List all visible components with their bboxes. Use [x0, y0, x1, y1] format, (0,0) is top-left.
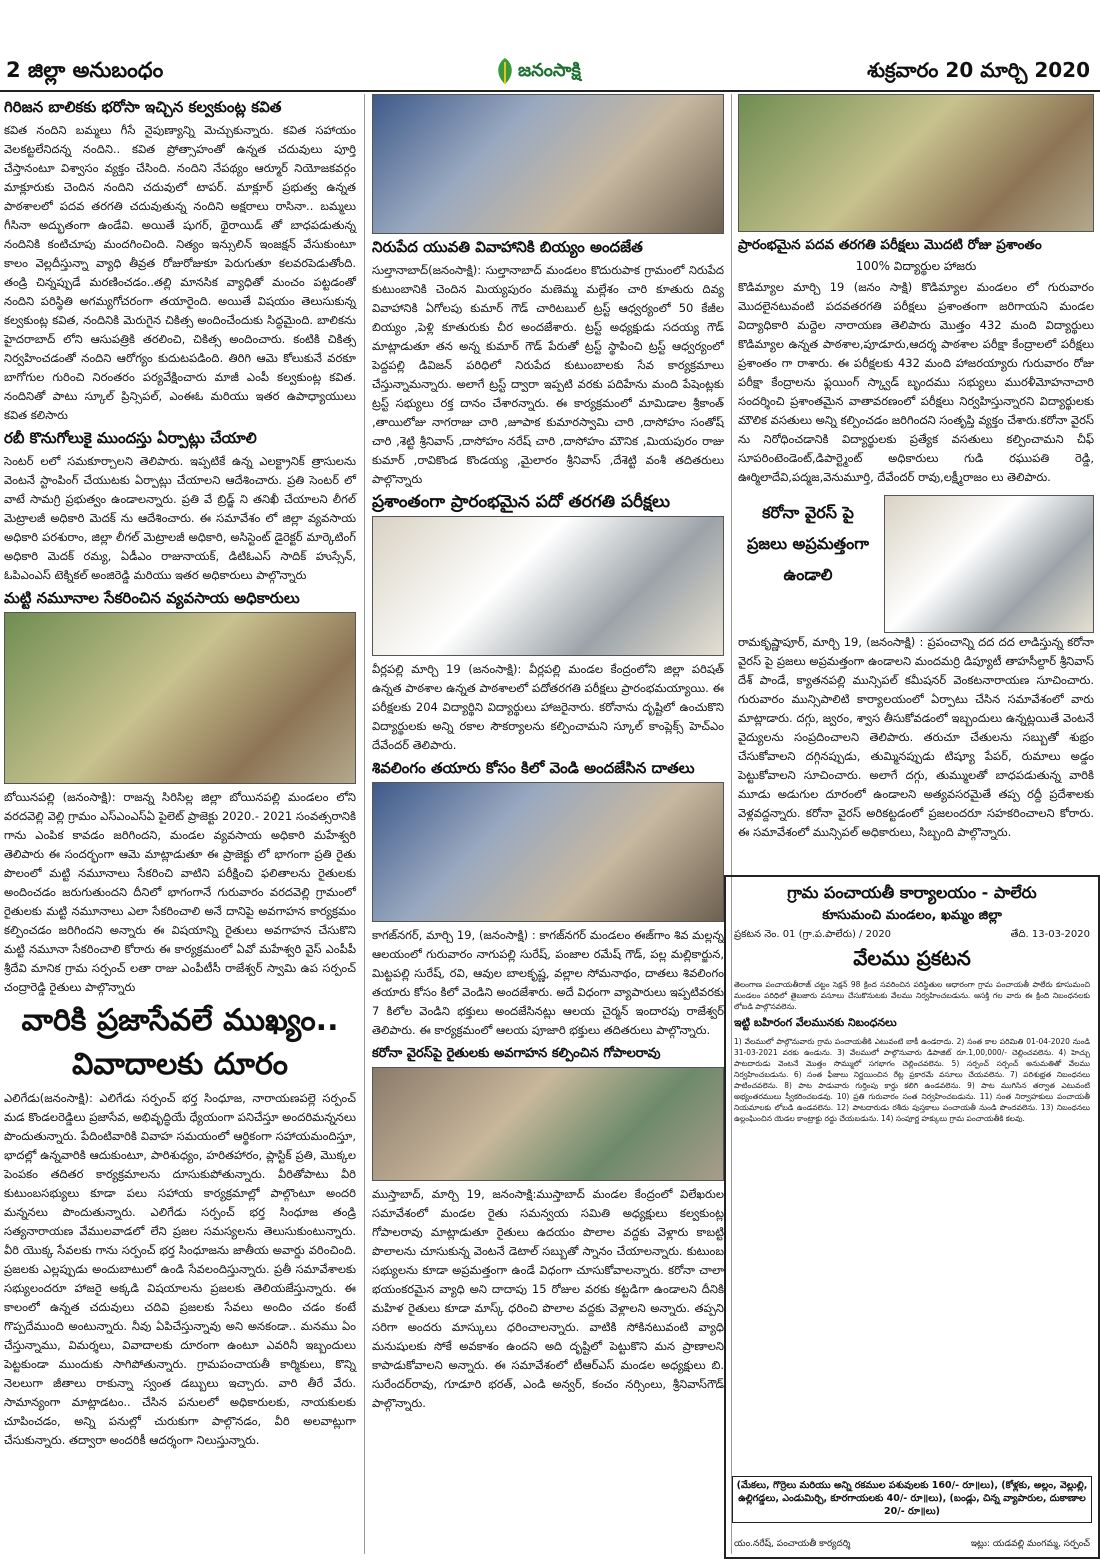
notice-rules: 1) వేలములో పాల్గొనువారు గ్రామ పంచాయతీకి ఎటువంటి బాకీ ఉండరాదు. 2) సంత కాల పరిమితి 01-04-2020 నుండి 31-03-2021 వరకు ఉండును. 3) వేలములో పాల్గొనువారు డిపాజిట్ రూ.1,00,000/- చెల్లించవలెను. 4) హెచ్చు పాటదారుడు వెంటనే మొత్తం సొమ్ములో సగభాగం చెల్లించవలెను. 5) సర్పంచ్ సర్పంచ్ అనుమతితో వేలము నిర్వహించబడును. 6) సంత ఫీజులు నిర్ణయించిన రేట్ల ప్రకారమే వసూలు చేయవలెను. 7) పరిశుభ్రత నిబంధనలు పాటించవలెను. 8) పాట పాడువారు గుర్తింపు కార్డు కలిగి ఉండవలెను. 9) పాట ముగిసిన తర్వాత ఎటువంటి అభ్యంతరములు స్వీకరించబడవు. 10) ప్రతి గురువారం సంత నిర్వహించబడును. 11) సంత నిర్వాహకులు పంచాయతీ నియమాలకు లోబడి ఉండవలెను. 12) పాటదారుడు రశీదు పుస్తకాలు పంచాయతీ నుండి పొందవలెను. 13) నిబంధనలు ఉల్లంఘించిన యెడల కాంట్రాక్టు రద్దు చేయబడును. 14) సంపూర్ణ హక్కులు గ్రామ పంచాయతీకి కలవు.	[734, 1037, 1090, 1123]
article-body: వీర్లపల్లి మార్చి 19 (జనంసాక్షి): వీర్లపల్లి మండల కేంద్రంలోని జిల్లా పరిషత్ ఉన్నత పాఠశాల ఉన్నత పాఠశాలలో పదోతరగతి పరీక్షలు ప్రారంభమయ్యాయి. ఈ పరీక్షలకు 204 విద్యార్థిని విద్యార్థులు హాజరైనారు. కరోనాను దృష్టిలో ఉంచుకొని విద్యార్థులకు అన్ని రకాల సౌకర్యాలను కల్పించామని స్కూల్ కాంప్లెక్స్ హెచ్ఎం దేవేందర్ తెలిపారు.	[372, 662, 724, 752]
photo-students-walking	[738, 94, 1094, 232]
notice-secretary: యం.నరేష్, పంచాయతీ కార్యదర్శి	[734, 1539, 851, 1549]
page-header	[0, 0, 1100, 92]
headline-large: వివాదాలకు దూరం	[72, 1047, 288, 1082]
notice-heading: వేలము ప్రకటన	[853, 946, 971, 970]
article-title: కరోనా వైరస్‌పై రైతులకు అవగాహన కల్పించిన గోపాలరావు	[372, 1046, 661, 1061]
article-body: బోయినపల్లి (జనంసాక్షి): రాజన్న సిరిసిల్ల జిల్లా బోయినపల్లి మండలం లోని వరదవెల్లి వెల్లి గ్రామం ఎస్ఎంఎస్ఏ పైలెట్ ప్రాజెక్టు 2020.- 2021 సంవత్సరానికి గాను ఎంపిక కావడం జరిగిందని, మండల వ్యవసాయ అధికారి మహేశ్వరి తెలిపారు ఈ సందర్భంగా ఆమె మాట్లాడుతూ ఈ ప్రాజెక్టు లో భాగంగా ప్రతి రైతు పొలంలో మట్టి నమూనాలు సేకరించి వాటిని పరీక్షించి ఫలితాలను రైతులకు అందించడం జరుగుతుందని దీనిలో భాగంగానే గురువారం వరదవెల్లి గ్రామంలో రైతులకు మట్టి నమూనాలు ఎలా సేకరించాలి అనే దానిపై అవగాహన కార్యక్రమం కల్పించడం జరిగిందని అన్నారు ఈ విషయాన్ని రైతులు అవగాహన చేసుకొని మట్టి నమూనా సేకరించాలి కోరారు ఈ కార్యక్రమంలో ఏవో మహేశ్వరి వైస్ ఎంపీపీ శ్రీదేవి మానిక గ్రామ సర్పంచ్ లతా రాజు ఎంపీటీసీ రాజేశ్వర్ స్వామి ఉప సర్పంచ్ చంద్రారెడ్డి రైతులు పాల్గొన్నారు	[4, 790, 356, 994]
headline-large: వారికి ప్రజాసేవలే ముఖ్యం..	[21, 1003, 339, 1038]
article-title: శివలింగం తయారు కోసం కిలో వెండి అందజేసిన దాతలు	[372, 759, 695, 777]
article-title: మట్టి నమూనాల సేకరించిన వ్యవసాయ అధికారులు	[4, 589, 300, 607]
article-body: కవిత నందిని బమ్మలు గీసే నైపుణ్యాన్ని మెచ్చుకున్నారు. కవిత సహాయం వెలకట్టలేనిదన్న నందిని.. కవిత ప్రోత్సాహంతో ఉన్నత చదువులు పూర్తి చేస్తానంటూ విశ్వాసం వ్యక్తం చేసింది. నందిని నేపథ్యం ఆర్మూర్ నియోజకవర్గం మాక్లూరుకు చెందిన నందిని చదువులో టాపర్. మాక్లూర్ ప్రభుత్వ ఉన్నత పాఠశాలలో పదవ తరగతి చదువుతున్న నందిని అక్షరాలు రాసినా.. బమ్మలు గీసినా అద్భుతంగా ఉండేవి. అయితే షుగర్, థైరాయిడ్ తో బాధపడుతున్న నందినికి కంటిచూపు మందగించింది. నిత్యం ఇన్సులిన్ ఇంజక్షన్ వేసుకుంటూ కాలం వెల్లదీస్తున్నా వ్యాధి తీవ్రత రోజురోజుకూ పెరుగుతూ కలవరపెడుతోంది. తండ్రి చిన్నప్పుడే మరణించడం..తల్లి మానసిక వ్యాధితో మంచం పట్టడంతో నందిని పరిస్థితి అగమ్యగోచరంగా తయారైంది. అయితే విషయం తెలుసుకున్న కల్వకుంట్ల కవిత, నందినికి మెరుగైన చికిత్స అందించేందుకు సిద్ధమైంది. బాలికను హైదరాబాద్ లోని ఆసుపత్రికి తరలించి, చికిత్స అందించారు. కంటికి చికిత్స నిర్వహించడంతో నందిని ఆరోగ్యం కుదుటపడింది. తిరిగి ఆమె కోలుకునే వరకూ బాగోగుల గురించి నిరంతరం పర్యవేక్షించారు మాజీ ఎంపీ కల్వకుంట్ల కవిత. నందినితో పాటు స్కూల్ ప్రిన్సిపల్, ఎంఈఓ మరియు ఇతర ఉపాధ్యాయులు కవిత కలిసారు	[4, 123, 356, 422]
notice-reference	[726, 926, 1098, 944]
photo-officials-meeting	[884, 495, 1094, 633]
article-title: రబీ కొనుగోలుకై ముందస్తు ఏర్పాట్లు చేయాలి	[4, 429, 257, 447]
issue-date: శుక్రవారం 20 మార్చి 2020	[867, 58, 1090, 82]
photo-exam-hall	[372, 516, 724, 656]
notice-signatures	[734, 1539, 1090, 1551]
column-divider	[364, 94, 365, 1554]
notice-ref-date: తేది. 13-03-2020	[1010, 929, 1090, 940]
article-title: ప్రారంభమైన పదవ తరగతి పరీక్షలు మొదటి రోజు ప్రశాంతం	[738, 237, 1042, 253]
photo-soil-sampling	[4, 612, 356, 784]
notice-ref-number: ప్రకటన నెం. 01 (గ్రా.ప.పాలేరు) / 2020	[734, 929, 892, 940]
notice-intro: తెలంగాణ పంచాయతీరాజ్ చట్టం సెక్షన్ 98 క్రింద సవరించిన పరిస్థితుల ఆధారంగా గ్రామ పంచాయతీ పాలేరు కూసుమంచి మండలం పరిధిలో తైబజారు వసూలు చేసుకొనుటకు వేలము నిర్వహించబడును. ఆసక్తి గల వారు ఈ క్రింది నిబంధనలకు లోబడి పాల్గొనవలెను.	[734, 980, 1090, 1011]
article-body: సుల్తానాబాద్(జనంసాక్షి): సుల్తానాబాద్ మండలం కొదురుపాక గ్రామంలో నిరుపేద కుటుంబానికి చెందిన మియ్యపురం మణెమ్మ మల్లేశం చారి కూతురు దివ్య వివాహానికి ఏగోలపు కుమార్ గౌడ్ చారిటబుల్ ట్రస్ట్ ఆధ్వర్యంలో 50 కేజీల బియ్యం ,పెళ్లి కూతురుకు చీర అందజేశారు. ట్రస్ట్ అధ్యక్షుడు సదయ్య గౌడ్ మాట్లాడుతూ తన అన్న కుమార్ గౌడ్ పేరుతో ట్రస్ట్ స్థాపించి ట్రస్ట్ ఆధ్వర్యంలో పెద్దపల్లి డివిజన్ పరిధిలో నిరుపేద కుటుంబాలకు సేవ కార్యక్రమాలు చేస్తున్నామన్నారు. అలాగే ట్రస్ట్ ద్వారా ఇప్పటి వరకు పదిహేను మంది పేషెంట్లకు ట్రస్ట్ సభ్యులు రక్త దానం చేశారన్నారు. ఈ కార్యక్రమంలో మామిడాల శ్రీకాంత్ ,తాయిలోజు నాగరాజు చారి ,జూపాక కుమారస్వామి చారి ,దాసోహం సంతోష్ చారి ,శెట్టి శ్రీనివాస్ ,దాసోహం నరేష్ చారి ,దాసోహం మౌనిక ,మియపురం రాజు కుమార్ ,రావికొండ కొండయ్య ,మైలారం శ్రీనివాస్ ,దేశెట్టి వంశీ తదితరులు పాల్గొన్నారు	[372, 263, 724, 486]
article-title: ఉండాలి	[783, 565, 833, 584]
article-body: రామకృష్ణాపూర్, మార్చి 19, (జనంసాక్షి) : ప్రపంచాన్ని దద దద లాడిస్తున్న కరోనా వైరస్ పై ప్రజలు అప్రమత్తంగా ఉండాలని మందమర్రి డిప్యూటీ తాహసీల్దార్ శ్రీనివాస్ దేశ్ పాండే, క్యాతనపల్లి మున్సిపల్ కమీషనర్ వెంకటనారాయణ సూచించారు. గురువారం మున్సిపాలిటి కార్యాలయంలో ఏర్పాటు చేసిన సమావేశంలో వారు మాట్లాడారు. దగ్గు, జ్వరం, శ్వాస తీసుకోవడంలో ఇబ్బందులు ఉన్నట్లయితే వెంటనే వైద్యులను సంప్రదించాలని తెలిపారు. తరుచూ చేతులను సబ్బుతో శుభ్రం చేసుకోవాలని దగ్గినప్పుడు, తుమ్మినప్పుడు టిష్యూ పేపర్, రుమాలు అడ్డం పెట్టుకోవాలని సూచించారు. అలాగే దగ్గు, తుమ్ములతో బాధపడుతున్న వారికి మూడు అడుగుల దూరంలో ఉండాలని అత్యవసరమైతే తప్ప రద్దీ ప్రదేశాలకు వెళ్లవద్దన్నారు. కరోనా వైరస్ అరికట్టడంలో ప్రజలందరూ సహకరించాలని కోరారు. ఈ సమావేశంలో మున్సిపల్ అధికారులు, సిబ్బంది పాల్గొన్నారు.	[738, 635, 1094, 839]
column-1	[4, 94, 356, 1450]
article-body: ఎలిగేడు(జనంసాక్షి): ఎలిగేడు సర్పంచ్ భర్త సింధూజ, నారాయణపల్లె సర్పంచ్ మడ కొండలరెడ్డిలు ప్రజాసేవ, అభివృద్ధియే ధ్యేయంగా పనిచేస్తూ అందరిమన్ననలు పొందుతున్నారు. పేదింటివారికి వివాహ సమయంలో ఆర్థికంగా సహాయమందిస్తూ, భాదల్లో ఉన్నవారికి ఆదుకుంటూ, పారిశుధ్యం, హరితహారం, ప్లాస్టిక్ ప్రతి, మొక్కల పెంపకం తదితర కార్యక్రమాలను దూసుకుపోతున్నారు. వీరితోపాటు వీరి కుటుంబసభ్యులు కూడా పలు సహాయ కార్యక్రమాల్లో పాల్గొంటూ అందరి మన్ననలు పొందుతున్నారు. ఎలిగేడు సర్పంచ్ భర్త సింధూజ తండ్రి సత్యనారాయణ వేములవాడలో లేని ప్రజల సమస్యలను తెలుసుకుంటున్నారు. వీరి యొక్క సేవలకు గాను సర్పంచ్ భర్త సింధూజను జాతీయ అవార్డు వరించింది. ప్రజలకు ఎల్లప్పుడు అందుబాటులో ఉండి సేవలందిస్తున్నారు. ప్రతీ సమావేశాలకు సభ్యులందరూ హాజరై అక్కడి విషయాలను ప్రజలకు తెలియజేస్తున్నారు. ఈ కాలంలో ఉన్నత చదువులు చదివి ప్రజలకు సేవలు అందిం చడం కంటే గొప్పదేముంది అంటున్నారు. నీవు ఏపిచేస్తున్నావు అని అనకండా.. మనము ఏం చేస్తున్నాము, విమర్శలు, వివాదాలకు దూరంగా ఉంటూ ఎవరినీ ఇబ్బందులు పెట్టకుండా ముందుకు సాగిపోతున్నారు. గ్రామపంచాయతీ కార్మికులు, కొన్ని నెలలుగా జీతాలు రాకున్నా స్వంత డబ్బులు ఇచ్చారు. వారి తీరే వేరు. సామాన్యంగా మాట్లాడటం.. చేసిన పనులలో అధికారులకు, నాయకులకు చూపించడం, అన్ని పనుల్లో చురుకుగా పాల్గొనడం, వీరి అలవాట్లుగా చేసుకున్నారు. తద్వారా అందరికీ ఆదర్శంగా నిలుస్తున్నారు.	[4, 1091, 356, 1447]
article-body: సెంటర్ లలో సమకూర్చాలని తెలిపారు. ఇప్పటికే ఉన్న ఎలక్ట్రానిక్ త్రాసులను వెంటనే స్టాంపింగ్ చేయుటకు ఏర్పాట్లు చేయాలని ఆదేశించారు. ప్రతి సెంటర్ లో వాటే సామగ్రి ప్రభుత్వం ఉండాలన్నారు. ప్రతి వే బ్రిడ్జ్ ని తనిఖీ చేయాలని లీగల్ మెట్రాలజీ అధికారి మెదక్ ను ఆదేశించారు. ఈ సమావేశం లో జిల్లా వ్యవసాయ అధికారి పరశురాం, జిల్లా లీగల్ మెట్రాలజీ అధికారి, అసిస్టెంట్ డైరెక్టర్ మార్కెటింగ్ అధికారి మెదక్ రమ్య, ఏడీఎం రాజునాయక్, డిటిఓఎస్ సాదిక్ హుస్సేన్, ఓపిఎంఎస్ టెక్నికల్ అంజిరెడ్డి మరియు ఇతర అధికారులు పాల్గొన్నారు	[4, 454, 356, 582]
column-3	[738, 94, 1094, 842]
logo-text: జనంసాక్షి	[518, 60, 581, 81]
article-title: ప్రజలు అప్రమత్తంగా	[747, 534, 869, 553]
notice-subtitle: కూసుమంచి మండలం, ఖమ్మం జిల్లా	[822, 908, 1002, 923]
photo-rice-donation	[372, 94, 724, 234]
auction-notice	[724, 875, 1100, 1559]
page-number: 2 జిల్లా అనుబంధం	[6, 58, 164, 82]
notice-fees: (మేకలు, గొర్రెలు మరియు అన్ని రకముల పశువులకు 160/- రూ॥లు), (కోళ్లకు, అల్లం, వెల్లుల్లి, ఉల్లిగడ్డలు, ఎండుమిర్చి, కూరగాయలకు 40/- రూ॥లు), (బండ్లు, చిన్న వ్యాపారుల, దుకాణాల 20/- రూ॥లు)	[732, 1476, 1092, 1523]
notice-title: గ్రామ పంచాయతీ కార్యాలయం - పాలేరు	[787, 883, 1037, 902]
corona-article-head	[738, 495, 1094, 633]
article-body: ముస్తాబాద్, మార్చి 19, జనంసాక్షి:ముస్తాబాద్ మండల కేంద్రంలో విలేఖరుల సమావేశంలో మండల రైతు సమన్వయ సమితి అధ్యక్షులు కల్వకుంట్ల గోపాలరావు మాట్లాడుతూ రైతులు ఉదయం పొలాల వద్దకు వెళ్లారు కాబట్టి పొలాలను చూసుకున్న వెంటనే డెటాల్ సబ్బుతో స్నానం చేయాలన్నారు. కుటుంబ సభ్యులను కూడా అప్రమత్తంగా ఉండే విధంగా చూసుకోవాలన్నారు. కరోనా చాలా భయంకరమైన వ్యాధి అని దాదాపు 15 రోజుల వరకు కట్టడిగా ఉండాలని దీనికి మహిళ రైతులు కూడా మాస్క్ ధరించి పొలాల వద్దకు వెళ్లాలని అన్నారు. తప్పని సరిగా అందరు మాస్కులు ధరించాలన్నారు. వాటికి సోకినటువంటి వ్యాధి మనుషులకు సోకే అవకాశం ఉందని అది దృష్టిలో పెట్టుకొని మన ప్రాణాలని కాపాడుకోవాలని అన్నారు. ఈ సమావేశంలో టీఆర్ఎస్ మండల అధ్యక్షులు బి. సురేందర్‌రావు, గూడూరి భరత్, ఎండి అన్వర్, కంచం నర్సింలు, శ్రీనివాస్‌గౌడ్ పాల్గొన్నారు.	[372, 1187, 724, 1410]
article-title: కరోనా వైరస్ పై	[762, 503, 854, 522]
notice-rules-heading: ఇట్టి బహిరంగ వేలమునకు నిబంధనలు	[734, 1016, 897, 1029]
photo-press-meet	[372, 1067, 724, 1181]
article-body: కొడిమ్యాల మార్చి 19 (జనం సాక్షి) కొడిమ్యాల మండలం లో గురువారం మొదలైనటువంటి పదవతరగతి పరీక్షలు ప్రశాంతంగా జరిగాయని మండల విద్యాధికారి మద్దెల నారాయణ తెలిపారు మొత్తం 432 మంది విద్యార్థులు కొడిమ్యాల ఉన్నత పాఠశాల,పూడూరు,ఆదర్శ పాఠశాల పరీక్షా కేంద్రాలలో పరీక్షలు ప్రశాంతం గా రాశారు. ఈ పరీక్షలకు 432 మంది హాజరయ్యారు గురువారం రోజు పరీక్షా కేంద్రాలను ఫ్లయింగ్ స్క్వాడ్ బృందము సభ్యులు మురళీమోహనాచారి సందర్శించి ప్రశాంతమైన వాతావరణంలో పరీక్షలు నిర్వహిస్తున్నారని విద్యార్థులకు మౌలిక వసతులు అన్ని కల్పించడం జరిగిందని సంతృప్తి వ్యక్తం చేశారు.కరోనా వైరస్ ను నిరోధించడానికి విద్యార్థులకు ప్రత్యేక వసతులు కల్పించామని చీఫ్ సూపరింటెండెంట్,డిపార్ట్మెంట్ అధికారులు గుడి రఘుపతి రెడ్డి, ఊర్మిలాదేవి,పద్మజ,వెనుమూర్తి, దేవేందర్ రావు,లక్ష్మీరాజం లు తెలిపారు.	[738, 280, 1094, 484]
masthead-logo	[492, 56, 610, 88]
article-title: ప్రశాంతంగా ప్రారంభమైన పదో తరగతి పరీక్షలు	[372, 492, 670, 512]
corona-title-block	[738, 495, 878, 633]
article-title: గిరిజన బాలికకు భరోసా ఇచ్చిన కల్వకుంట్ల కవిత	[4, 98, 282, 116]
notice-sarpanch: ఇట్లు: యడవల్లి మంగమ్మ, సర్పంచ్	[970, 1539, 1090, 1549]
header-rule	[0, 90, 1100, 92]
logo-leaf-icon	[492, 56, 518, 86]
article-body: కాగజ్‌నగర్, మార్చి 19, (జనంసాక్షి) : కాగజ్‌నగర్ మండలం ఈజ్‌గాం శివ మల్లన్న ఆలయంలో గురువారం నాగుపల్లి సురేష్, పంజాల రమేష్ గౌడ్, పల్ల మల్లికార్జున, మిట్టపల్లి సురేష్, రవి, ఆవుల బాలకృష్ణ, వల్లాల సోమనాథం, దాతలు శివలింగం తయారు కోసం కిలో వెండిని అందజేశారు. అదే విధంగా వ్యాపారులు ఇప్పటివరకు 7 కిలోల వెండిని భక్తులు అందజేసినట్లు ఆలయ చైర్మన్ ఇందారపు రాజేశ్వర్ తెలిపారు. ఈ కార్యక్రమంలో ఆలయ పూజారి భక్తులు తదితరులు పాల్గొన్నారు.	[372, 928, 724, 1037]
article-subtitle: 100% విద్యార్థుల హాజరు	[855, 259, 977, 273]
photo-temple-donors	[372, 782, 724, 922]
article-title: నిరుపేద యువతి వివాహానికి బియ్యం అందజేత	[372, 238, 643, 256]
column-2	[372, 94, 724, 1413]
